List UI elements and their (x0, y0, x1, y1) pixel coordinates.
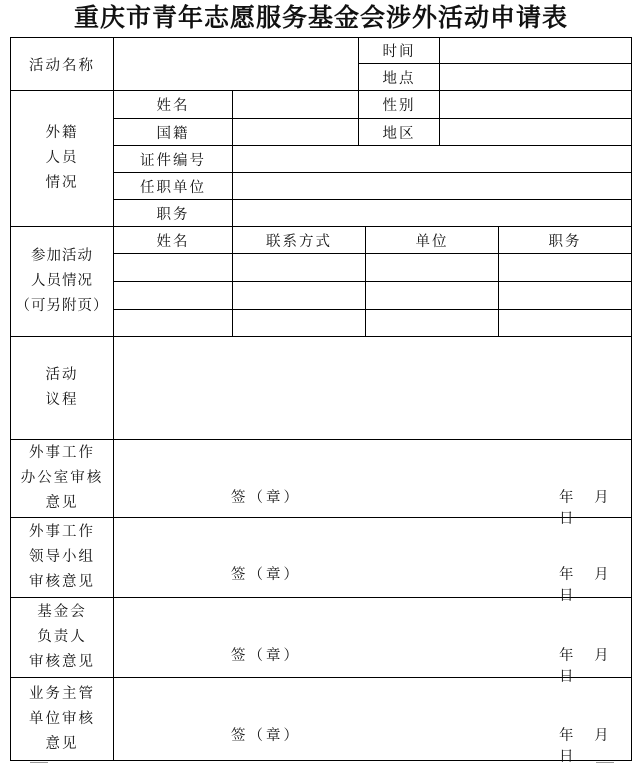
review-label-line: 意见 (45, 495, 79, 511)
time-label: 时间 (382, 44, 416, 60)
time-field[interactable] (440, 38, 631, 63)
review-label-line: 负责人 (37, 629, 87, 645)
review-label-line: 审核意见 (29, 654, 95, 670)
corner-mark (30, 762, 48, 763)
nationality-field[interactable] (233, 119, 358, 145)
participants-header-contact: 联系方式 (266, 233, 332, 250)
review-label-line: 外事工作 (29, 524, 95, 540)
employer-field[interactable] (233, 173, 631, 199)
review-label-line: 外事工作 (29, 445, 95, 461)
agenda-field[interactable] (114, 337, 631, 439)
review-foreign-office-field[interactable] (114, 440, 631, 517)
form-title: 重庆市青年志愿服务基金会涉外活动申请表 (73, 3, 568, 32)
review-label-line: 意见 (45, 735, 79, 752)
agenda-label-line: 议程 (45, 392, 79, 408)
foreign-label-line: 外籍 (45, 125, 79, 141)
date-label: 年 月 日 (559, 490, 617, 527)
review-foundation-head-field[interactable] (114, 598, 631, 677)
review-label-line: 审核意见 (29, 574, 95, 590)
signature-seal-label: 签（章） (231, 728, 301, 744)
review-leading-group-field[interactable] (114, 518, 631, 597)
participant-row[interactable] (114, 254, 631, 281)
signature-seal-label: 签（章） (231, 567, 301, 583)
agenda-label-line: 活动 (45, 367, 79, 383)
review-foundation-head-label (11, 598, 113, 677)
gender-field[interactable] (440, 91, 631, 118)
review-foreign-office-label (11, 440, 113, 517)
foreign-name-field[interactable] (233, 91, 358, 118)
review-supervisor-unit-field[interactable] (114, 678, 631, 760)
review-label-line: 单位审核 (29, 710, 95, 727)
agenda-label (11, 337, 113, 439)
participant-row[interactable] (114, 310, 631, 336)
date-label: 年 月 日 (559, 567, 617, 604)
foreign-label-line: 人员 (45, 150, 79, 166)
foreign-name-label: 姓名 (156, 98, 190, 114)
foreign-personnel-label (11, 91, 113, 226)
activity-name-field[interactable] (114, 38, 358, 90)
signature-seal-label: 签（章） (231, 490, 301, 506)
participants-header-unit: 单位 (415, 233, 449, 250)
id-number-label: 证件编号 (140, 152, 206, 169)
review-label-line: 业务主管 (29, 685, 95, 702)
rule (10, 760, 632, 761)
foreign-position-label: 职务 (156, 206, 190, 223)
date-label: 年 月 日 (559, 728, 617, 765)
participants-header-name: 姓名 (156, 233, 190, 250)
activity-name-label: 活动名称 (29, 57, 95, 74)
participants-label-line: 人员情况 (31, 273, 93, 289)
review-supervisor-unit-label (11, 678, 113, 760)
participant-row[interactable] (114, 282, 631, 309)
employer-label: 任职单位 (140, 179, 206, 196)
participants-header-position: 职务 (548, 233, 582, 250)
review-label-line: 基金会 (37, 604, 87, 620)
gender-label: 性别 (382, 98, 416, 114)
foreign-label-line: 情况 (45, 175, 79, 191)
participants-label (11, 227, 113, 336)
region-label: 地区 (382, 125, 416, 142)
place-label: 地点 (382, 70, 416, 87)
region-field[interactable] (440, 119, 631, 145)
place-field[interactable] (440, 64, 631, 90)
review-label-line: 办公室审核 (20, 470, 104, 486)
review-leading-group-label (11, 518, 113, 597)
participants-label-line: 参加活动 (31, 248, 93, 264)
id-number-field[interactable] (233, 146, 631, 172)
review-label-line: 领导小组 (29, 549, 95, 565)
signature-seal-label: 签（章） (231, 648, 301, 664)
participants-label-line: （可另附页） (15, 298, 109, 314)
date-label: 年 月 日 (559, 648, 617, 685)
nationality-label: 国籍 (156, 125, 190, 142)
foreign-position-field[interactable] (233, 200, 631, 226)
